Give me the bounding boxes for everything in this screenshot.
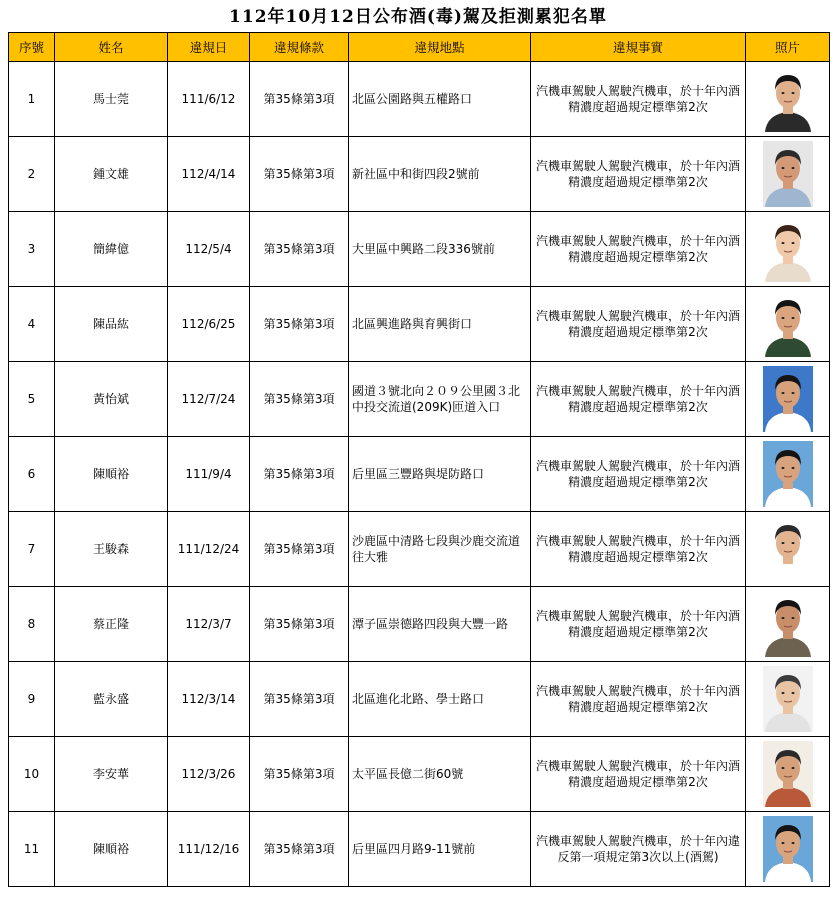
row-clause: 第35條第3項 (250, 137, 349, 212)
row-clause: 第35條第3項 (250, 587, 349, 662)
header-photo: 照片 (746, 33, 830, 62)
row-name: 陳順裕 (55, 812, 168, 887)
table-row (9, 737, 830, 812)
row-photo-cell (746, 662, 830, 737)
row-name: 黃怡斌 (55, 362, 168, 437)
row-name: 李安華 (55, 737, 168, 812)
row-no: 4 (9, 287, 55, 362)
row-date: 111/12/24 (168, 512, 250, 587)
row-photo-cell (746, 512, 830, 587)
header-fact: 違規事實 (531, 33, 746, 62)
row-date: 112/4/14 (168, 137, 250, 212)
header-location: 違規地點 (349, 33, 531, 62)
row-fact: 汽機車駕駛人駕駛汽機車，於十年內酒精濃度超過規定標準第2次 (531, 437, 746, 512)
row-fact: 汽機車駕駛人駕駛汽機車，於十年內酒精濃度超過規定標準第2次 (531, 287, 746, 362)
row-photo-cell (746, 62, 830, 137)
row-no: 3 (9, 212, 55, 287)
person-photo-icon (763, 516, 813, 582)
row-location: 大里區中興路二段336號前 (349, 212, 531, 287)
table-row (9, 62, 830, 137)
person-photo-icon (763, 216, 813, 282)
row-fact: 汽機車駕駛人駕駛汽機車，於十年內酒精濃度超過規定標準第2次 (531, 512, 746, 587)
row-fact: 汽機車駕駛人駕駛汽機車，於十年內酒精濃度超過規定標準第2次 (531, 587, 746, 662)
row-clause: 第35條第3項 (250, 512, 349, 587)
header-name: 姓名 (55, 33, 168, 62)
header-no: 序號 (9, 33, 55, 62)
row-photo-cell (746, 212, 830, 287)
row-fact: 汽機車駕駛人駕駛汽機車，於十年內違反第一項規定第3次以上(酒駕) (531, 812, 746, 887)
row-no: 8 (9, 587, 55, 662)
row-location: 后里區三豐路與堤防路口 (349, 437, 531, 512)
row-clause: 第35條第3項 (250, 437, 349, 512)
row-location: 北區進化北路、學士路口 (349, 662, 531, 737)
row-location: 新社區中和街四段2號前 (349, 137, 531, 212)
row-name: 鍾文雄 (55, 137, 168, 212)
table-row (9, 587, 830, 662)
person-photo-icon (763, 666, 813, 732)
row-name: 藍永盛 (55, 662, 168, 737)
row-photo-cell (746, 437, 830, 512)
person-photo-icon (763, 591, 813, 657)
page-title: 112年10月12日公布酒(毒)駕及拒測累犯名單 (229, 7, 607, 27)
row-location: 潭子區崇德路四段與大豐一路 (349, 587, 531, 662)
row-date: 112/6/25 (168, 287, 250, 362)
row-clause: 第35條第3項 (250, 662, 349, 737)
row-fact: 汽機車駕駛人駕駛汽機車，於十年內酒精濃度超過規定標準第2次 (531, 137, 746, 212)
row-photo-cell (746, 137, 830, 212)
table-row (9, 437, 830, 512)
row-name: 陳品紘 (55, 287, 168, 362)
row-fact: 汽機車駕駛人駕駛汽機車，於十年內酒精濃度超過規定標準第2次 (531, 662, 746, 737)
person-photo-icon (763, 141, 813, 207)
table-row (9, 137, 830, 212)
person-photo-icon (763, 741, 813, 807)
row-name: 王駿森 (55, 512, 168, 587)
offender-table (8, 32, 830, 887)
row-location: 沙鹿區中清路七段與沙鹿交流道往大雅 (349, 512, 531, 587)
row-date: 112/3/26 (168, 737, 250, 812)
table-header-row (9, 33, 830, 62)
row-date: 111/6/12 (168, 62, 250, 137)
row-clause: 第35條第3項 (250, 62, 349, 137)
row-name: 陳順裕 (55, 437, 168, 512)
person-photo-icon (763, 366, 813, 432)
row-fact: 汽機車駕駛人駕駛汽機車，於十年內酒精濃度超過規定標準第2次 (531, 362, 746, 437)
header-date: 違規日 (168, 33, 250, 62)
row-date: 111/9/4 (168, 437, 250, 512)
table-row (9, 662, 830, 737)
row-no: 7 (9, 512, 55, 587)
row-no: 6 (9, 437, 55, 512)
row-fact: 汽機車駕駛人駕駛汽機車，於十年內酒精濃度超過規定標準第2次 (531, 212, 746, 287)
row-photo-cell (746, 587, 830, 662)
table-row (9, 212, 830, 287)
row-location: 北區公園路與五權路口 (349, 62, 531, 137)
row-name: 馬士莞 (55, 62, 168, 137)
row-location: 國道３號北向２０９公里國３北中投交流道(209K)匝道入口 (349, 362, 531, 437)
row-clause: 第35條第3項 (250, 287, 349, 362)
row-name: 簡緯億 (55, 212, 168, 287)
row-clause: 第35條第3項 (250, 812, 349, 887)
row-clause: 第35條第3項 (250, 737, 349, 812)
header-clause: 違規條款 (250, 33, 349, 62)
table-row (9, 512, 830, 587)
row-no: 5 (9, 362, 55, 437)
table-row (9, 812, 830, 887)
table-row (9, 287, 830, 362)
row-location: 后里區四月路9-11號前 (349, 812, 531, 887)
person-photo-icon (763, 66, 813, 132)
table-row (9, 362, 830, 437)
row-no: 11 (9, 812, 55, 887)
row-name: 蔡正隆 (55, 587, 168, 662)
row-photo-cell (746, 737, 830, 812)
row-location: 太平區長億二街60號 (349, 737, 531, 812)
row-clause: 第35條第3項 (250, 212, 349, 287)
row-no: 9 (9, 662, 55, 737)
row-no: 1 (9, 62, 55, 137)
row-location: 北區興進路與育興街口 (349, 287, 531, 362)
person-photo-icon (763, 816, 813, 882)
row-date: 112/3/7 (168, 587, 250, 662)
row-date: 111/12/16 (168, 812, 250, 887)
row-fact: 汽機車駕駛人駕駛汽機車，於十年內酒精濃度超過規定標準第2次 (531, 62, 746, 137)
person-photo-icon (763, 291, 813, 357)
row-photo-cell (746, 362, 830, 437)
row-date: 112/3/14 (168, 662, 250, 737)
row-date: 112/7/24 (168, 362, 250, 437)
row-no: 10 (9, 737, 55, 812)
row-clause: 第35條第3項 (250, 362, 349, 437)
row-no: 2 (9, 137, 55, 212)
row-photo-cell (746, 287, 830, 362)
row-photo-cell (746, 812, 830, 887)
person-photo-icon (763, 441, 813, 507)
row-date: 112/5/4 (168, 212, 250, 287)
row-fact: 汽機車駕駛人駕駛汽機車，於十年內酒精濃度超過規定標準第2次 (531, 737, 746, 812)
